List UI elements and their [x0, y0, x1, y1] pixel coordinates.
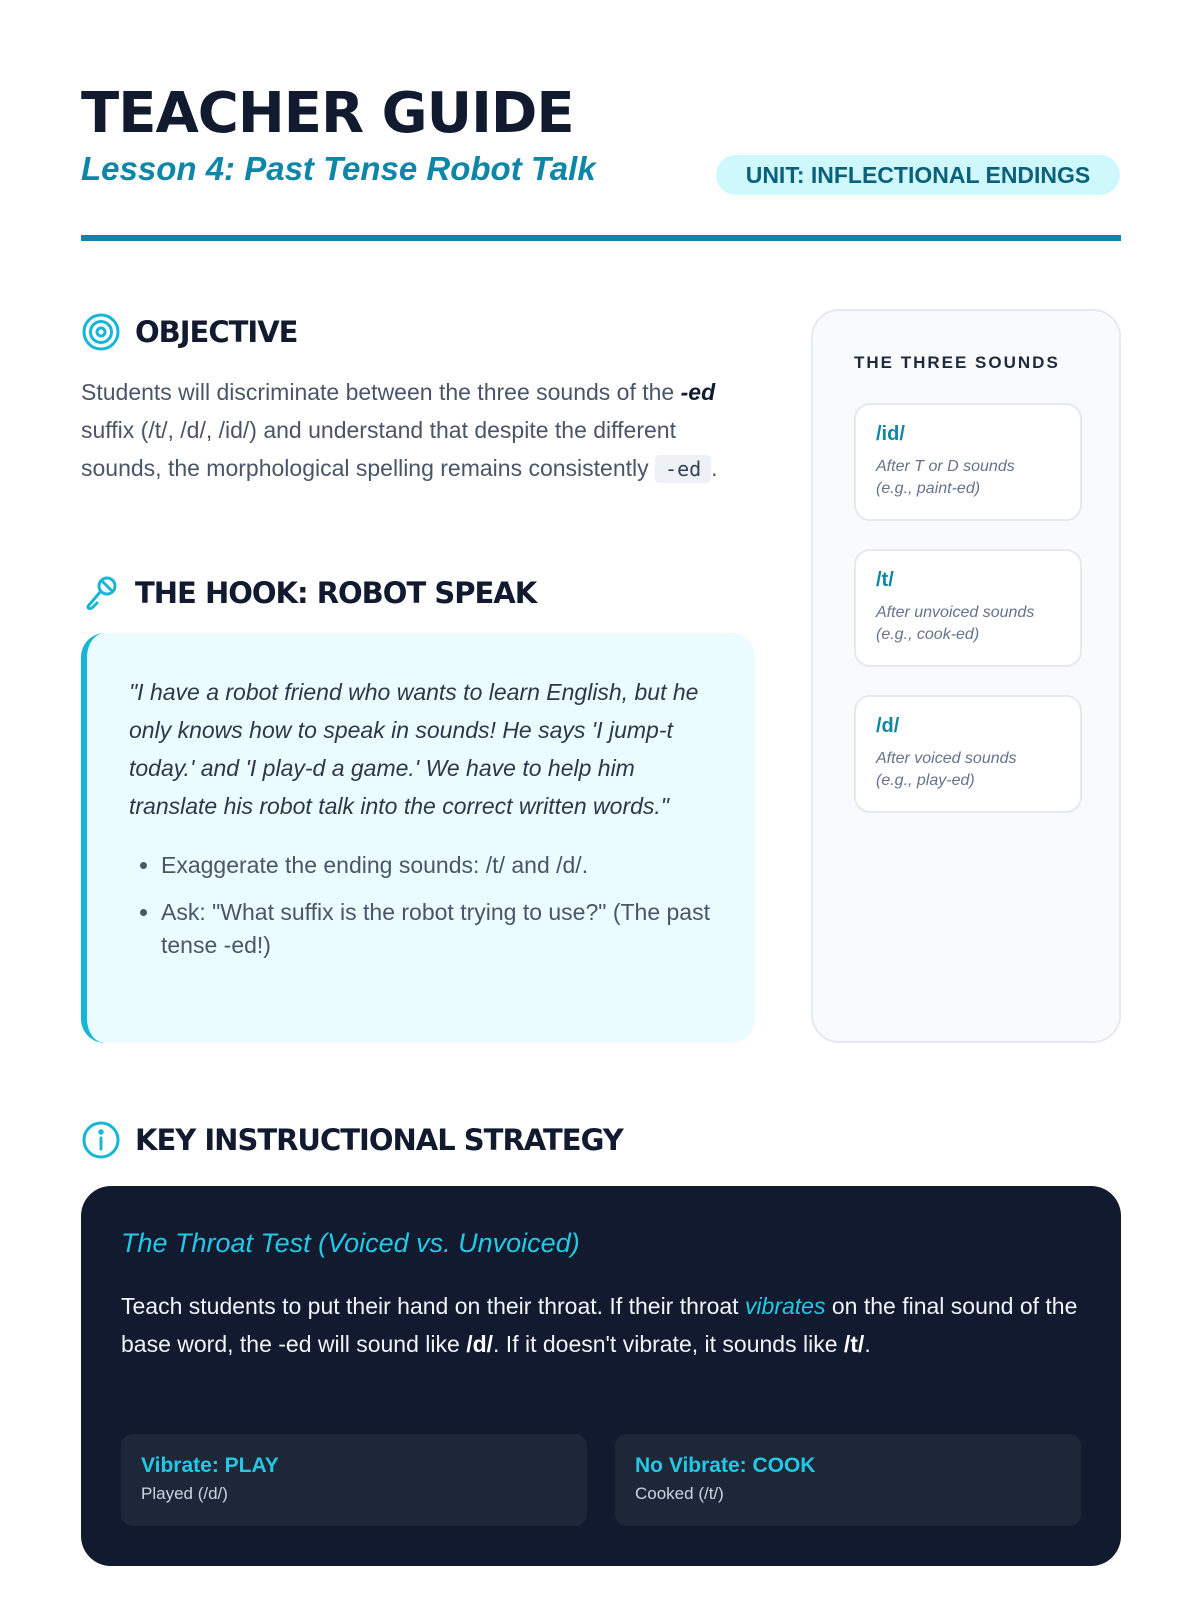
sound-desc: After T or D sounds	[876, 458, 1015, 475]
hook-quote: "I have a robot friend who wants to learn English, but he only knows how to speak in sounds! He says 'I jump-t today.' and 'I play-d a game.' We have to help him translate his robot talk into the correct written words."	[129, 679, 699, 819]
strategy-heading	[81, 1120, 623, 1160]
sound-example: (e.g., cook-ed)	[876, 626, 980, 643]
objective-text-part: .	[711, 455, 718, 481]
strategy-sound-d: /d/	[466, 1331, 494, 1357]
strategy-emphasis: vibrates	[744, 1293, 826, 1319]
strategy-text	[121, 1287, 1081, 1363]
lesson-subtitle: Lesson 4: Past Tense Robot Talk	[81, 150, 596, 187]
objective-text-part: suffix (/t/, /d/, /id/) and understand that despite the different sounds, the morphological spelling remains consistently	[81, 417, 676, 481]
strategy-heading-label: KEY INSTRUCTIONAL STRATEGY	[135, 1123, 623, 1157]
strategy-text-part: Teach students to put their hand on their throat. If their throat	[121, 1293, 745, 1319]
example-card-no-vibrate	[615, 1434, 1081, 1526]
sound-label: /id/	[876, 423, 905, 445]
example-card-vibrate	[121, 1434, 587, 1526]
three-sounds-sidebar	[811, 309, 1121, 1043]
info-icon	[81, 1120, 121, 1160]
objective-text-part: Students will discriminate between the three sounds of the	[81, 379, 681, 405]
hook-box	[81, 633, 755, 1043]
hook-heading-label: THE HOOK: ROBOT SPEAK	[135, 576, 537, 610]
page-title: TEACHER GUIDE	[81, 81, 574, 146]
example-sub: Cooked (/t/)	[635, 1484, 724, 1503]
strategy-title: The Throat Test (Voiced vs. Unvoiced)	[121, 1228, 580, 1258]
objective-heading-label: OBJECTIVE	[135, 315, 298, 349]
strategy-sound-t: /t/	[843, 1331, 865, 1357]
hook-heading	[81, 573, 536, 613]
objective-text	[81, 373, 751, 488]
header-divider	[81, 235, 1121, 241]
strategy-box	[81, 1186, 1121, 1566]
strategy-text-part: . If it doesn't vibrate, it sounds like	[493, 1331, 844, 1357]
target-icon	[81, 312, 121, 352]
strategy-text-part: on the final sound of the base word, the -ed will sound like	[121, 1293, 1078, 1357]
sound-desc: After unvoiced sounds	[876, 604, 1035, 621]
sound-label: /t/	[876, 569, 894, 591]
strategy-text-part: .	[864, 1331, 871, 1357]
list-item: • Ask: "What suffix is the robot trying to use?" (The past tense -ed!)	[161, 896, 715, 962]
objective-suffix: -ed	[680, 379, 716, 405]
example-label: No Vibrate: COOK	[635, 1454, 816, 1477]
sound-label: /d/	[876, 715, 900, 737]
sound-card-d	[854, 695, 1082, 813]
sidebar-title: THE THREE SOUNDS	[854, 353, 1060, 372]
list-item: • Exaggerate the ending sounds: /t/ and /d/.	[161, 849, 715, 882]
objective-code: -ed	[655, 455, 711, 483]
sound-card-id	[854, 403, 1082, 521]
sound-example: (e.g., play-ed)	[876, 772, 975, 789]
objective-heading	[81, 312, 297, 352]
example-sub: Played (/d/)	[141, 1484, 228, 1503]
hook-tips-list	[129, 849, 715, 962]
example-label: Vibrate: PLAY	[141, 1454, 279, 1477]
sound-example: (e.g., paint-ed)	[876, 480, 981, 497]
sound-card-t	[854, 549, 1082, 667]
unit-badge: UNIT: INFLECTIONAL ENDINGS	[716, 155, 1120, 195]
sound-desc: After voiced sounds	[876, 750, 1017, 767]
microphone-icon	[81, 573, 121, 613]
